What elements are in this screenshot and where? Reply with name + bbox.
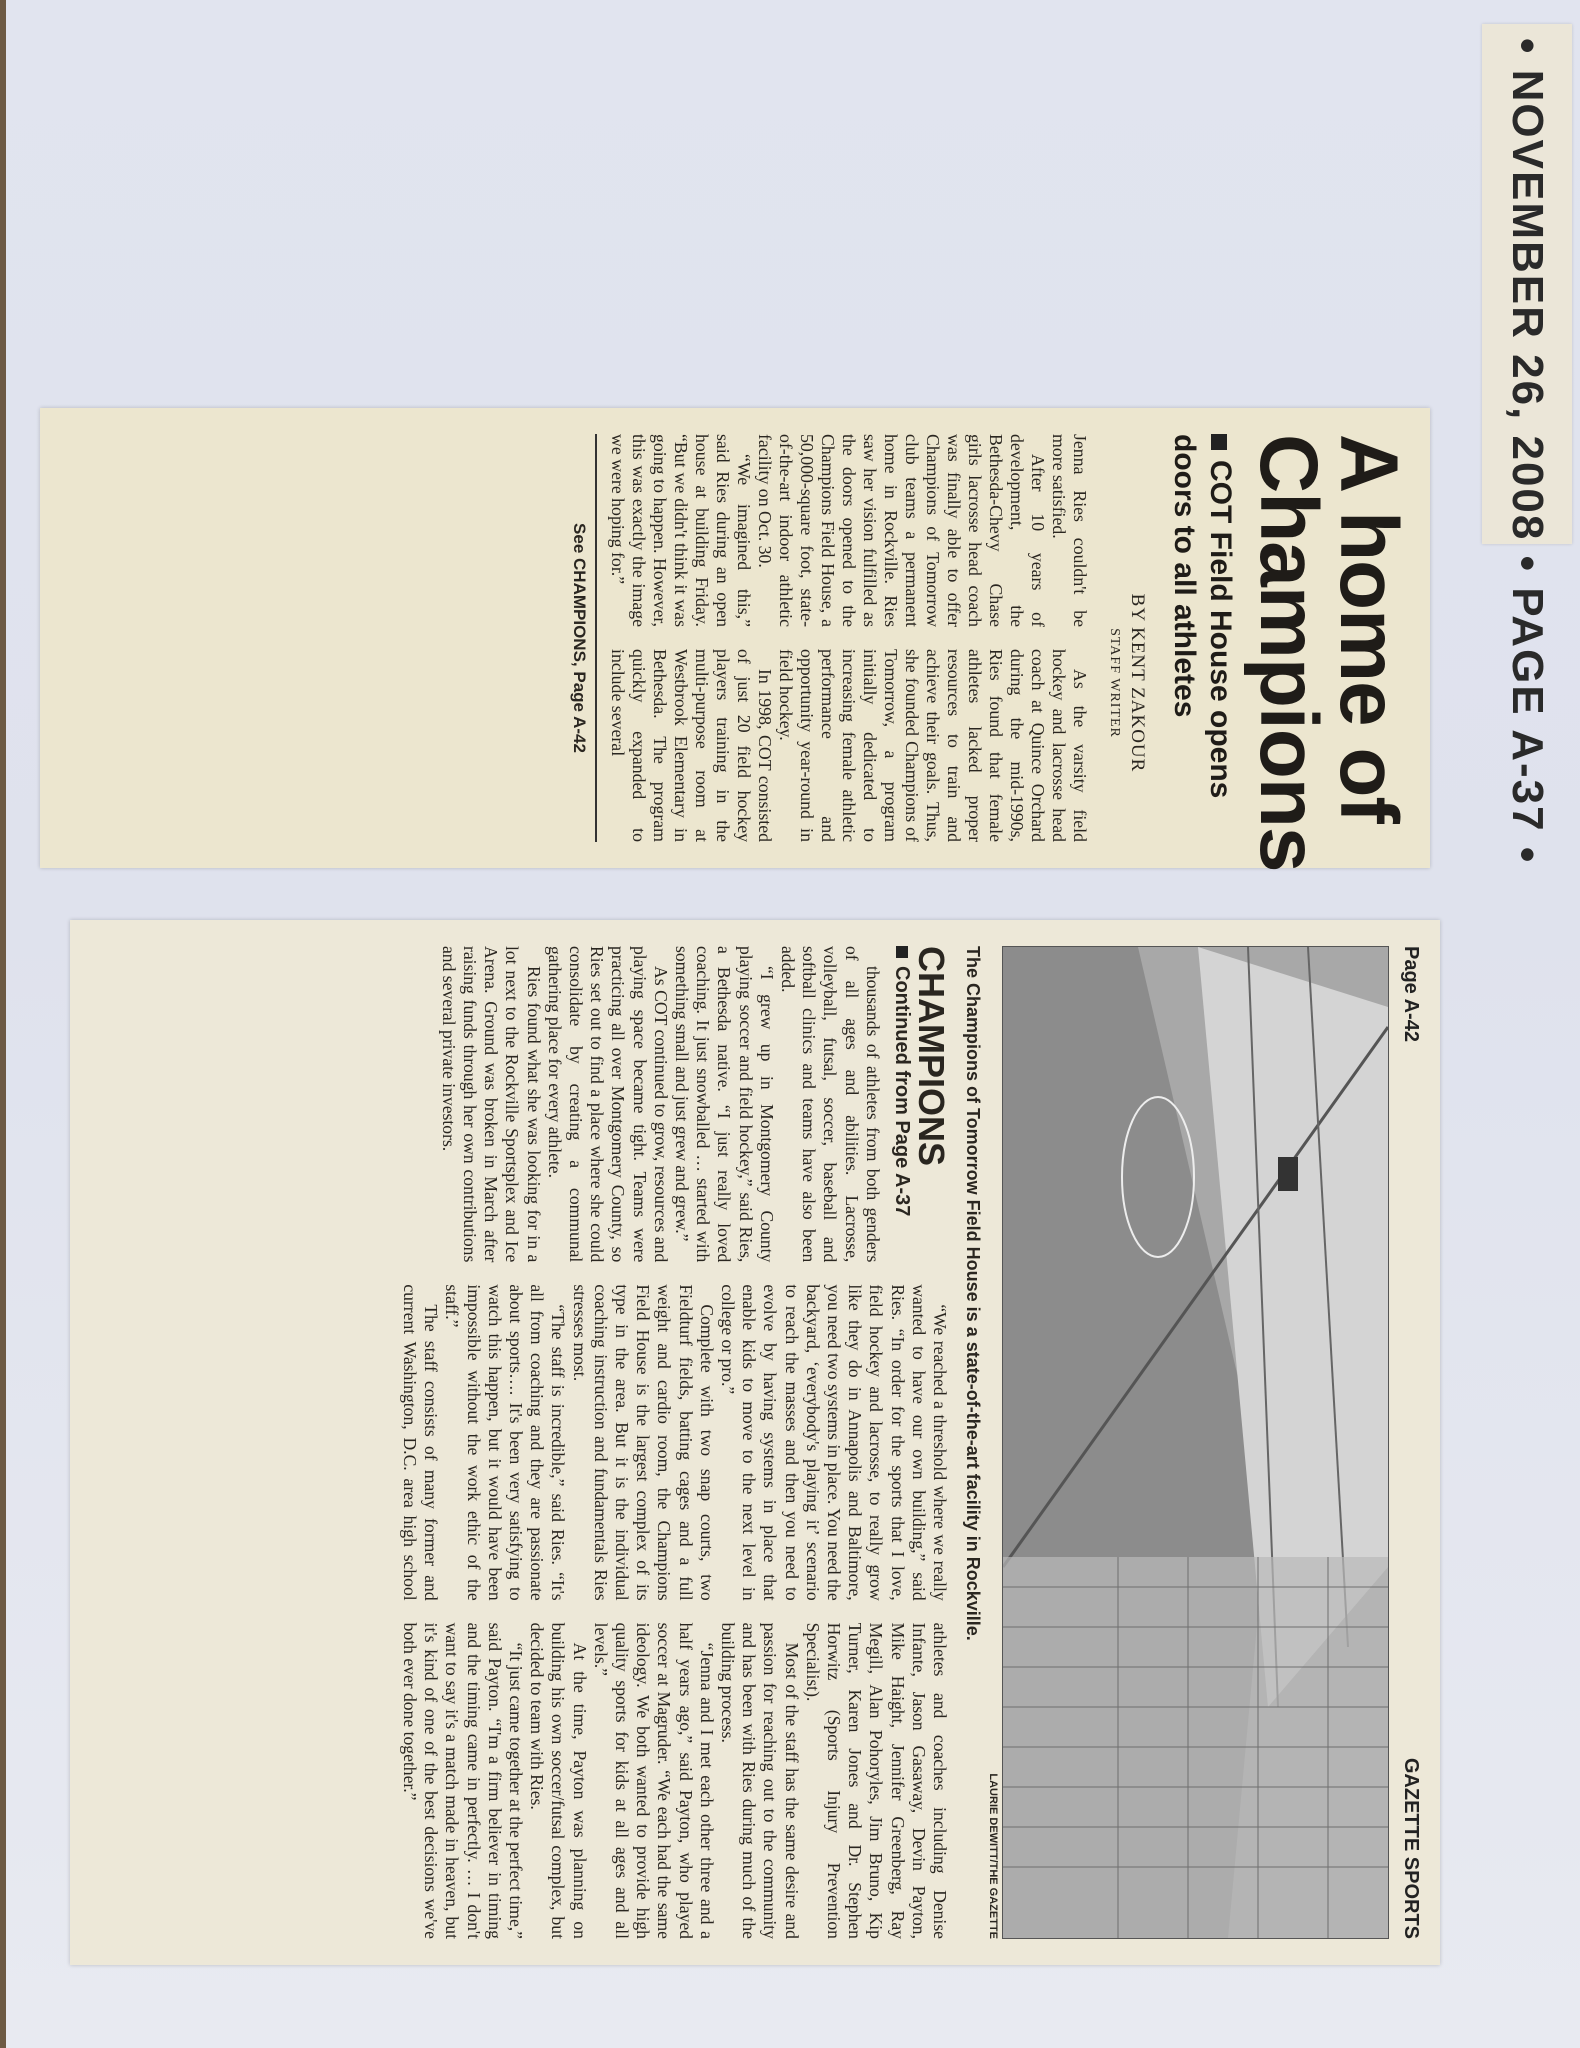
paragraph: “I grew up in Montgomery County playing soccer and field hockey,” said Ries, a Bethesda native. “I just really loved coaching. It just snowballed … started with something small and just grew and grew.”	[671, 946, 777, 1263]
continued-from-text: Continued from Page A-37	[891, 966, 913, 1217]
paragraph: Most of the staff has the same desire and passion for reaching out to the community and has been with Ries during much of the building process.	[717, 1622, 802, 1939]
paragraph: “It just came together at the perfect time,” said Payton. “I'm a firm believer in timing and the timing came in perfectly. … I don't want to say it's a match made in heaven, but it's kind of one of the best decisions we've both ever done together.”	[399, 1622, 526, 1939]
headline: A home of Champions	[1243, 434, 1414, 872]
bullet-icon	[1211, 434, 1227, 450]
photo-illustration	[1003, 947, 1388, 1938]
date-strip: • NOVEMBER 26, 2008 • PAGE A-37 •	[1482, 24, 1572, 544]
paragraph: “We reached a threshold where we really wanted to have our own building,” said Ries. “In order for the sports that I love, field hockey and lacrosse, to really grow like they do in Annapolis and Baltimore, you need two systems in place. You need the backyard, ‘everybody's playing it’ scenario to reach the masses and then you need to evolve by having systems in place that enable kids to move to the next level in college or pro.”	[717, 1284, 950, 1601]
photo-caption: The Champions of Tomorrow Field House is a state-of-the-art facility in Rockville.	[963, 946, 983, 1641]
paragraph: Complete with two snap courts, two Fieldturf fields, batting cages and a full weight and cardio room, the Champions Field House is the largest complex of its type in the area. But it is the individual coaching instruction and fundamentals Ries stresses most.	[569, 1284, 717, 1601]
section-label: GAZETTE SPORTS	[1400, 1757, 1422, 1939]
deck-text: COT Field House opens doors to all athletes	[1168, 434, 1237, 799]
paragraph: At the time, Payton was planning on building his own soccer/futsal complex, but decided to team with Ries.	[527, 1622, 590, 1939]
paragraph: After 10 years of development, the Bethesda-Chevy Chase girls lacrosse head coach was finally able to offer Champions of Tomorrow club teams a permanent home in Rockville. Ries saw her vision fulfilled as the doors opened to the Champions Field House, a 50,000-square foot, state-of-the-art indoor athletic facility on Oct. 30.	[755, 434, 1048, 627]
byline-block	[1106, 524, 1148, 842]
paragraph: “We imagined this,” said Ries during an open house at building Friday. “But we didn't think it was going to happen. However, this was exactly the image we were hoping for.”	[608, 434, 754, 627]
board-edge	[0, 0, 6, 2048]
paragraph: Ries found what she was looking for in a lot next to the Rockville Sportsplex and Ice Arena. Ground was broken in March after raising funds through her own contributions and several private investors.	[438, 946, 544, 1263]
paragraph: As COT continued to grow, resources and playing space became tight. Teams were practicing all over Montgomery County, so Ries set out to find a place where she could consolidate by creating a communal gathering place for every athlete.	[544, 946, 671, 1263]
paragraph: In 1998, COT consisted of just 20 field hockey players training in the multi-purpose room at Westbrook Elementary in Bethesda. The program quickly expanded to include several	[608, 649, 775, 842]
field-house-photo	[1002, 946, 1389, 1939]
photo-credit: LAURIE DEWITT/THE GAZETTE	[987, 1773, 999, 1939]
bullet-icon	[896, 946, 908, 958]
article-clipping-a42	[70, 920, 1440, 1965]
paragraph: “The staff is incredible,” said Ries. “It's all from coaching and they are passionate about sports…. It's been very satisfying to watch this happen, but it would have been impossible without the work ethic of the staff.”	[442, 1284, 569, 1601]
paragraph: Jenna Ries couldn't be more satisfied.	[1049, 434, 1090, 627]
story-body	[607, 434, 1090, 842]
continued-story-body	[399, 946, 950, 1939]
paragraph: thousands of athletes from both genders of all ages and abilities. Lacrosse, volleyball, futsal, soccer, baseball and softball clinics and teams have also been added.	[777, 946, 883, 1263]
byline: BY KENT ZAKOUR	[1127, 593, 1148, 773]
page-label: Page A-42	[1400, 946, 1422, 1042]
continued-headline: CHAMPIONS	[911, 946, 952, 1167]
article-clipping-a37	[40, 408, 1430, 872]
continued-from	[891, 946, 912, 1262]
paragraph: “Jenna and I met each other three and a half years ago,” said Payton, who played soccer at Magruder. “We each had the same ideology. We both wanted to provide high quality sports for kids at all ages and all levels.”	[590, 1622, 717, 1939]
jump-line: See CHAMPIONS, Page A-42	[569, 434, 597, 842]
page-header	[1395, 946, 1422, 1939]
byline-role: STAFF WRITER	[1107, 628, 1122, 738]
paragraph: The staff consists of many former and current Washington, D.C. area high school athletes and coaches including Denise Infante, Jason Gasaway, Devin Payton, Mike Haight, Jennifer Greenberg, Ray Megill, Alan Pohoryles, Jim Bruno, Kip Turner, Karen Jones and Dr. Stephen Horwitz (Sports Injury Prevention Specialist).	[399, 1284, 950, 1939]
paragraph: As the varsity field hockey and lacrosse head coach at Quince Orchard during the mid-1990s, Ries found that female athletes lacked proper resources to train and achieve their goals. Thus, she founded Champions of Tomorrow, a program initially dedicated to increasing female athletic performance and opportunity year-round in field hockey.	[776, 649, 1090, 842]
deck	[1166, 434, 1238, 842]
